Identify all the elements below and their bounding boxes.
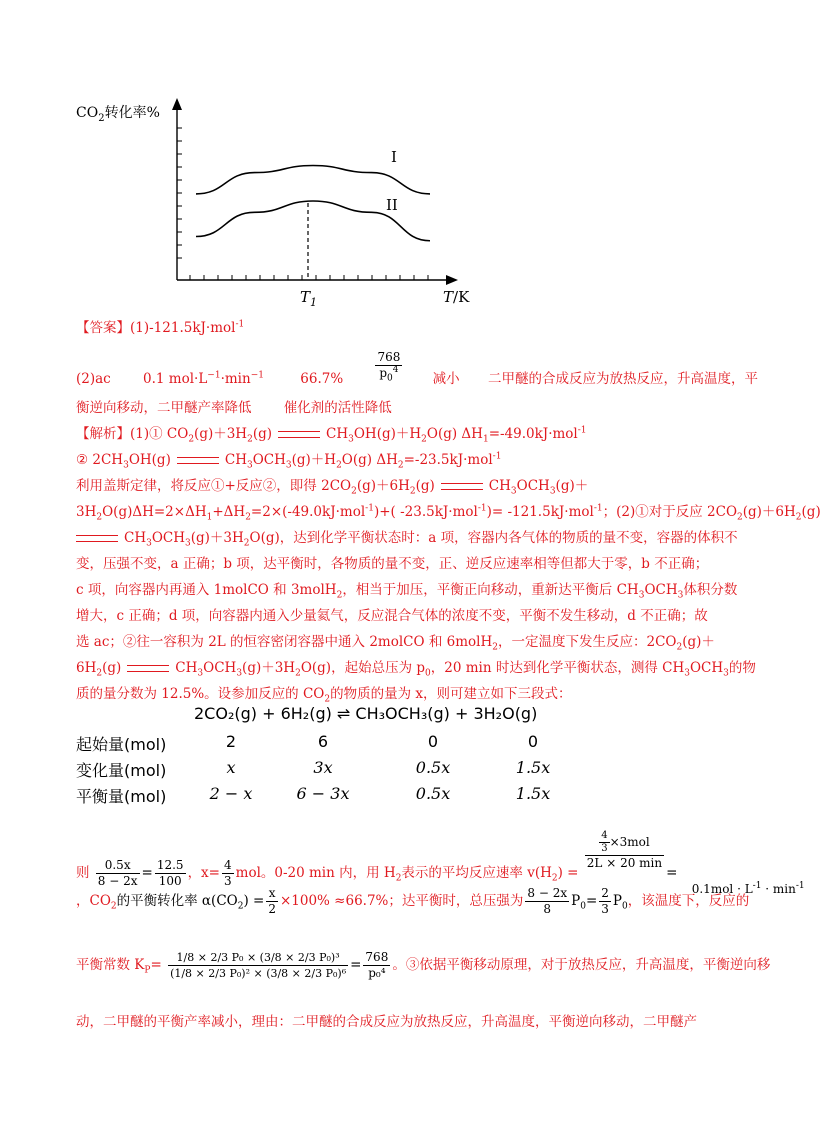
answer-tag: 【答案】 bbox=[76, 320, 130, 336]
fraction: $\frac{2}{3}$ bbox=[601, 886, 609, 916]
fraction: $\frac{12.5}{100}$ bbox=[156, 858, 184, 888]
series-label-II: II bbox=[386, 196, 398, 214]
fraction: $\frac{0.5x}{8 - 2x}$ bbox=[97, 858, 138, 888]
y-axis-label: $CO_2$转化率% bbox=[76, 105, 160, 124]
answer-conversion: 66.7% bbox=[300, 371, 344, 387]
analysis-line-9: 选 ac；②往一容积为 2L 的恒容密闭容器中通入 2molCO 和 6molH$_2$，一定温度下发生反应：$2CO_2(g)+$ bbox=[76, 634, 715, 653]
table-row: 变化量(mol) x 3x 0.5x 1.5x bbox=[76, 758, 551, 780]
x-tick-label-t1: $T_1$ bbox=[300, 288, 318, 309]
equilibrium-arrow bbox=[177, 456, 219, 465]
equilibrium-arrow bbox=[441, 482, 483, 491]
answer-line-1 bbox=[76, 318, 244, 338]
answer-line-3 bbox=[76, 398, 392, 418]
answer-decrease: 减小 bbox=[432, 371, 460, 387]
equilibrium-arrow bbox=[127, 664, 169, 673]
table-header-equation: 2CO₂(g) + 6H₂(g) ⇌ CH₃OCH₃(g) + 3H₂O(g) bbox=[194, 704, 538, 723]
equilibrium-arrow bbox=[278, 430, 320, 439]
table-row: 平衡量(mol) 2 − x 6 − 3x 0.5x 1.5x bbox=[76, 784, 551, 806]
equilibrium-arrow bbox=[76, 534, 118, 543]
fraction: $\frac{4}{3}$ bbox=[224, 858, 232, 888]
rate-result: $0.1mol \cdot L^{-1} \cdot \min^{-1}$ bbox=[691, 881, 805, 896]
calc-line-1: 则 $\frac{0.5x}{8 - 2x}$ = $\frac{12.5}{100}$ ，x= $\frac{4}{3}$ mol。0-20 min 内，用 $H_2$表示的平均反应速率 $v(H_2)$ = $\frac{4}{3}$ ×3mol 2L × 20 min = $0.1mol \cdot L^{-1} \cdot \min^{-1}$ bbox=[76, 830, 805, 896]
calc-line-3: 平衡常数 $K_P=$ $\frac{\text{1/8 × 2/3 P₀ × (3/8 × 2/3 P₀)³}}{\text{(1/8 × 2/3 P₀)² × (3/8 × 2/3 P₀)⁶}}$ = $\frac{768}{\text{p₀⁴}}$ 。③依据平衡移动原理，对于放热反应，升高温度，平衡逆向移 bbox=[76, 950, 771, 980]
kp-fraction: $\frac{\text{1/8 × 2/3 P₀ × (3/8 × 2/3 P₀)³}}{\text{(1/8 × 2/3 P₀)² × (3/8 × 2/3 P₀)⁶}}$ bbox=[170, 951, 347, 980]
fraction: $\frac{768}{\text{p₀⁴}}$ bbox=[365, 950, 389, 980]
fraction: $\frac{8 - 2x}{8}$ bbox=[527, 886, 568, 916]
answer-part1-sup: -1 bbox=[235, 319, 245, 330]
analysis-line-7: c 项，向容器内再通入 1molCO 和 3molH$_2$，相当于加压，平衡正向移动，重新达平衡后 $CH_3OCH_3$体积分数 bbox=[76, 582, 738, 601]
calc-line-4: 动，二甲醚的平衡产率减小，理由：二甲醚的合成反应为放热反应，升高温度，平衡逆向移动，二甲醚产 bbox=[76, 1014, 697, 1030]
analysis-line-5: $CH_3OCH_3(g)+3H_2O(g)$，达到化学平衡状态时：a 项，容器内各气体的物质的量不变，容器的体积不 bbox=[76, 528, 738, 548]
analysis-line-6: 变，压强不变，a 正确；b 项，达平衡时，各物质的量不变，正、逆反应速率相等但都大于零，b 不正确； bbox=[76, 556, 709, 572]
y-ticks bbox=[177, 128, 182, 258]
analysis-line-4: $3H_2O(g)\Delta H=2\times\Delta H_1+\Delta H_2=2\times(-49.0kJ\cdot mol^{-1})+$( -23.5kJ·mol$^{-1}$)= -121.5kJ·mol$^{-1}$；(2)①对于反应 $2CO_2(g)+6H_2(g)$ bbox=[76, 503, 821, 523]
analysis-line-1: 【解析】(1)① $CO_2(g)+3H_2(g)$ $CH_3OH(g)+H_2O(g)$ $\Delta H_1=-49.0kJ\cdot mol^{-1}$ bbox=[76, 425, 587, 445]
answer-line-2 bbox=[76, 350, 758, 389]
fraction: $\frac{x}{2}$ bbox=[268, 886, 276, 916]
analysis-line-3: 利用盖斯定律，将反应①+反应②，即得 $2CO_2(g)+6H_2(g)$ $CH_3OCH_3(g)+$ bbox=[76, 478, 589, 497]
answer-part2-lead: (2)ac bbox=[76, 371, 111, 387]
rate-fraction: $\frac{4}{3}$ ×3mol 2L × 20 min bbox=[586, 830, 663, 870]
answer-kp-fraction: $\frac{768}{p_0^4}$ bbox=[377, 350, 401, 384]
analysis-line-11: 质的量分数为 12.5%。设参加反应的 $CO_2$的物质的量为 x，则可建立如下三段式： bbox=[76, 686, 572, 705]
calc-line-2: ，$CO_2$的平衡转化率 $\alpha(CO_2)$ = $\frac{x}{2}$ ×100% ≈66.7%；达平衡时，总压强为 $\frac{8 - 2x}{8}$ $P_0=$ $\frac{2}{3}$ $P_0$，该温度下，反应的 bbox=[76, 886, 750, 916]
analysis-line-10: $6H_2(g)$ $CH_3OCH_3(g)+3H_2O(g)$，起始总压为 $p_0$，20 min 时达到化学平衡状态，测得 $CH_3OCH_3$的物 bbox=[76, 660, 756, 679]
x-axis-arrow bbox=[446, 275, 458, 285]
x-axis-label: T/K bbox=[443, 288, 470, 306]
answer-rate: 0.1 $mol\cdot L^{-1}\cdot\min^{-1}$ bbox=[143, 370, 264, 387]
analysis-line-2: ② $2CH_3OH(g)$ $CH_3OCH_3(g)+H_2O(g)$ $\Delta H_2=-23.5kJ\cdot mol^{-1}$ bbox=[76, 451, 502, 471]
answer-catalyst: 催化剂的活性降低 bbox=[283, 400, 392, 416]
analysis-line-8: 增大，c 正确；d 项，向容器内通入少量氦气，反应混合气体的浓度不变，平衡不发生移动，d 不正确；故 bbox=[76, 608, 708, 624]
answer-part1: (1)-121.5kJ·mol bbox=[130, 320, 236, 336]
answer-reason-2: 衡逆向移动，二甲醚产率降低 bbox=[76, 400, 252, 416]
y-axis-arrow bbox=[172, 98, 182, 110]
answer-reason-1: 二甲醚的合成反应为放热反应，升高温度，平 bbox=[487, 371, 758, 387]
x-ticks bbox=[190, 275, 428, 280]
series-curve-I bbox=[196, 166, 430, 194]
co2-conversion-chart bbox=[0, 0, 800, 320]
series-label-I: I bbox=[391, 148, 397, 166]
table-row: 起始量(mol) 2 6 0 0 bbox=[76, 732, 539, 754]
